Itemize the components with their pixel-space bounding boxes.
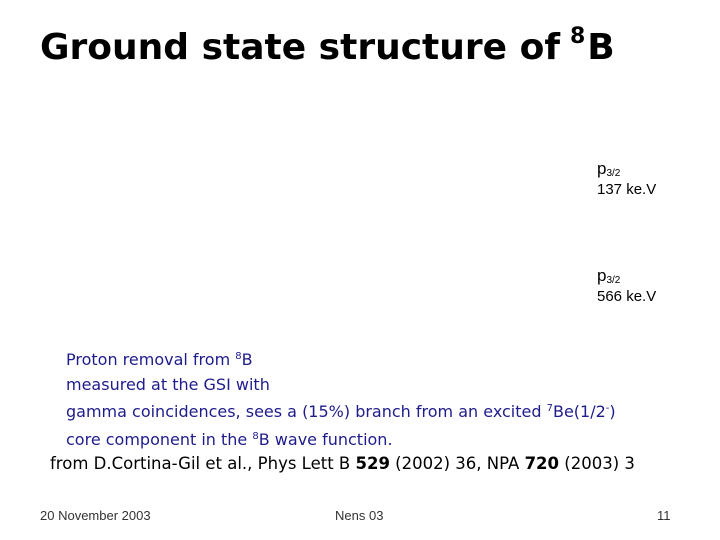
title-superscript: 8 — [569, 24, 586, 49]
level-label-2 — [597, 265, 656, 306]
ref-volume-2: 720 — [524, 454, 560, 473]
title-element: B — [587, 27, 615, 68]
description-line-3 — [66, 397, 616, 425]
line4-text: core component in the — [66, 429, 253, 449]
level-2-subscript: 3/2 — [606, 275, 621, 286]
line4-element: B wave function. — [258, 429, 393, 449]
line1-text: Proton removal from — [66, 350, 236, 369]
description-line-4 — [66, 425, 616, 453]
title-text: Ground state structure of — [40, 27, 560, 68]
footer-date: 20 November 2003 — [40, 508, 151, 523]
description-line-1 — [66, 345, 616, 373]
line3-sup: 7 — [546, 403, 553, 414]
description-line-2: measured at the GSI with — [66, 374, 270, 394]
footer-page-number: 11 — [657, 508, 671, 523]
slide-title — [40, 24, 615, 69]
reference-citation — [50, 454, 635, 473]
level-2-orbital: p — [597, 266, 607, 285]
line1-element: B — [241, 350, 253, 369]
line4-sup: 8 — [252, 430, 259, 442]
level-1-energy: 137 ke.V — [597, 180, 657, 198]
level-label-1 — [597, 158, 656, 199]
ref-prefix: from D.Cortina-Gil et al., Phys Lett B — [50, 454, 356, 473]
level-1-subscript: 3/2 — [606, 168, 621, 179]
ref-suffix: (2003) 3 — [559, 454, 635, 473]
line1-sup: 8 — [235, 351, 242, 362]
ref-mid: (2002) 36, NPA — [389, 454, 525, 473]
footer-conference: Nens 03 — [335, 508, 384, 523]
level-2-energy: 566 ke.V — [597, 287, 657, 305]
description-text — [66, 345, 616, 452]
line3-element: Be(1/2 — [552, 402, 606, 421]
line3-text: gamma coincidences, sees a (15%) branch from an excited — [66, 402, 547, 421]
ref-volume-1: 529 — [355, 454, 390, 473]
line3-sup2: - — [605, 403, 610, 414]
line3-close: ) — [609, 402, 616, 421]
level-1-orbital: p — [597, 159, 607, 178]
